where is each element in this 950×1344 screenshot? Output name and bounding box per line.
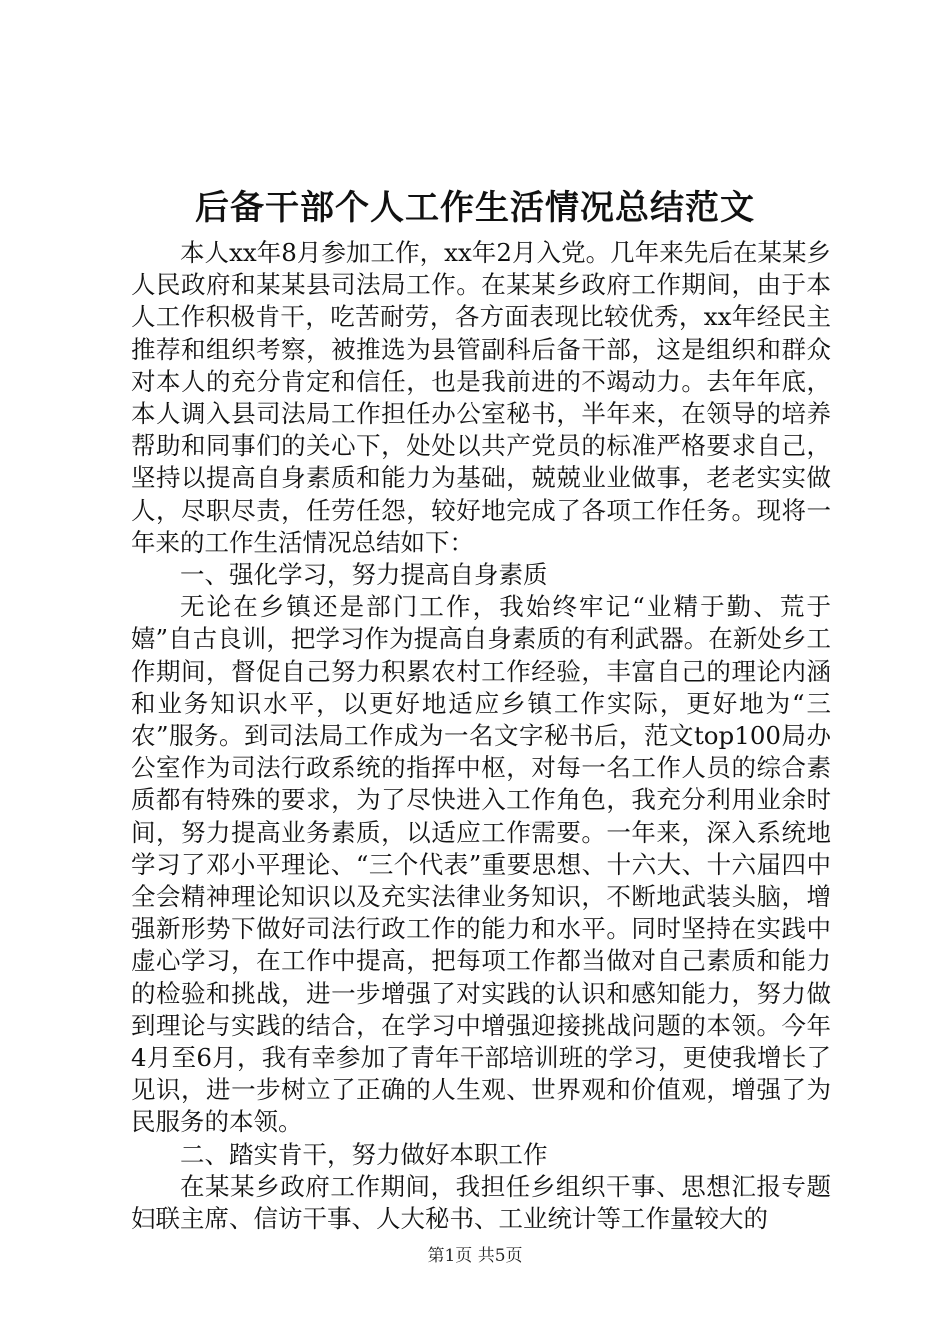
paragraph-intro: 本人xx年8月参加工作，xx年2月入党。几年来先后在某某乡人民政府和某某县司法局工作。在某某乡政府工作期间，由于本人工作积极肯干，吃苦耐劳，各方面表现比较优秀，xx年经民主推荐和组织考察，被推选为县管副科后备干部，这是组织和群众对本人的充分肯定和信任，也是我前进的不竭动力。去年年底，本人调入县司法局工作担任办公室秘书，半年来，在领导的培养帮助和同事们的关心下，处处以共产党员的标准严格要求自己，坚持以提高自身素质和能力为基础，兢兢业业做事，老老实实做人，尽职尽责，任劳任怨，较好地完成了各项工作任务。现将一年来的工作生活情况总结如下： [131, 238, 831, 557]
section-heading-2: 二、踏实肯干，努力做好本职工作 [180, 1139, 548, 1169]
page-number-footer: 第1页 共5页 [427, 1246, 523, 1266]
document-title: 后备干部个人工作生活情况总结范文 [195, 188, 755, 228]
section-heading-1: 一、强化学习，努力提高自身素质 [180, 560, 548, 590]
document-body [131, 237, 831, 1235]
paragraph-study: 无论在乡镇还是部门工作，我始终牢记“业精于勤、荒于嬉”自古良训，把学习作为提高自身素质的有利武器。在新处乡工作期间，督促自己努力积累农村工作经验，丰富自己的理论内涵和业务知识水平，以更好地适应乡镇工作实际，更好地为“三农”服务。到司法局工作成为一名文字秘书后，范文top100局办公室作为司法行政系统的指挥中枢，对每一名工作人员的综合素质都有特殊的要求，为了尽快进入工作角色，我充分利用业余时间，努力提高业务素质，以适应工作需要。一年来，深入系统地学习了邓小平理论、“三个代表”重要思想、十六大、十六届四中全会精神理论知识以及充实法律业务知识，不断地武装头脑，增强新形势下做好司法行政工作的能力和水平。同时坚持在实践中虚心学习，在工作中提高，把每项工作都当做对自己素质和能力的检验和挑战，进一步增强了对实践的认识和感知能力，努力做到理论与实践的结合，在学习中增强迎接挑战问题的本领。今年4月至6月，我有幸参加了青年干部培训班的学习，更使我增长了见识，进一步树立了正确的人生观、世界观和价值观，增强了为民服务的本领。 [131, 592, 831, 1137]
paragraph-work: 在某某乡政府工作期间，我担任乡组织干事、思想汇报专题妇联主席、信访干事、人大秘书、工业统计等工作量较大的 [131, 1171, 831, 1234]
